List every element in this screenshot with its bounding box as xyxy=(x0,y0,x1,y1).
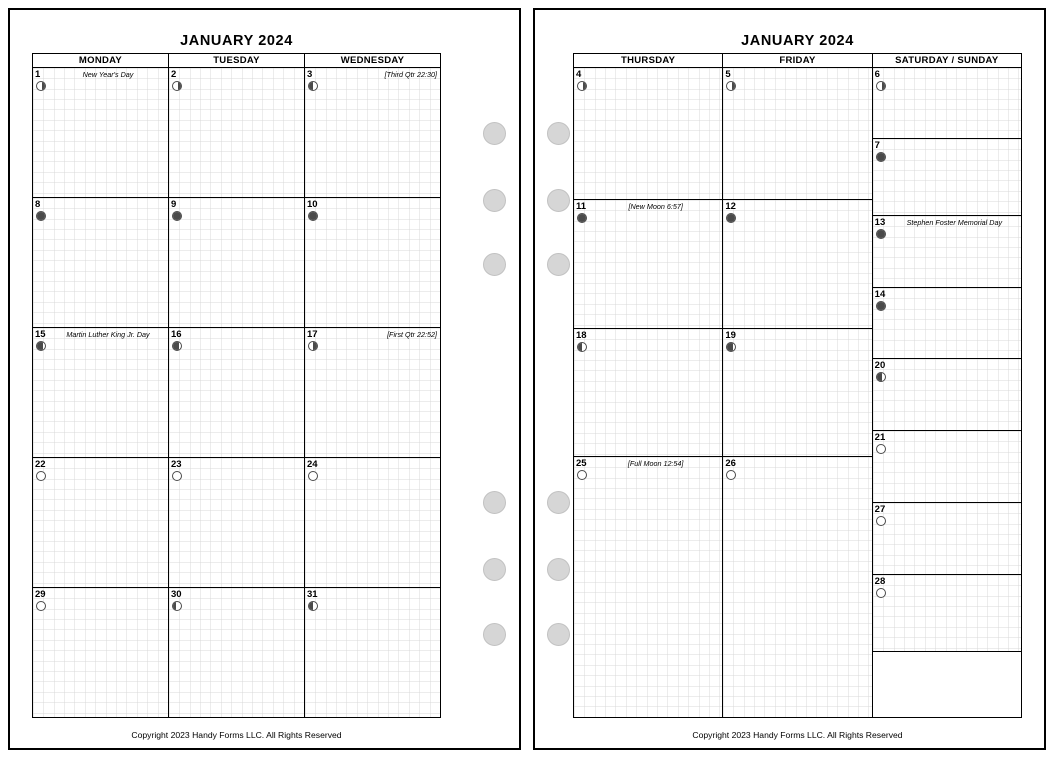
moon-phase-icon xyxy=(876,588,886,598)
column-saturday-sunday xyxy=(873,68,1021,717)
day-number: 10 xyxy=(307,199,318,210)
moon-phase-icon xyxy=(876,301,886,311)
day-header-monday: MONDAY xyxy=(33,54,169,67)
day-cell[interactable] xyxy=(873,503,1021,575)
day-note: [Full Moon 12:54] xyxy=(627,459,684,469)
moon-phase-icon xyxy=(577,213,587,223)
binder-hole xyxy=(483,491,506,514)
day-cell[interactable] xyxy=(723,200,871,328)
moon-phase-icon xyxy=(172,471,182,481)
binder-hole xyxy=(547,253,570,276)
moon-phase-icon xyxy=(308,81,318,91)
day-number: 25 xyxy=(576,458,587,470)
day-number: 14 xyxy=(874,288,886,300)
right-day-columns xyxy=(574,68,1021,717)
binder-hole xyxy=(483,122,506,145)
moon-phase-icon xyxy=(172,211,182,221)
day-cell[interactable] xyxy=(305,68,440,198)
day-number: 6 xyxy=(874,69,880,80)
day-number: 17 xyxy=(307,329,318,340)
day-number: 11 xyxy=(576,201,587,213)
day-number: 1 xyxy=(35,69,41,80)
day-cell[interactable] xyxy=(873,139,1021,216)
right-week-grid xyxy=(573,53,1022,718)
day-cell[interactable] xyxy=(305,198,440,328)
binder-hole xyxy=(547,491,570,514)
day-header-saturday-sunday: SATURDAY / SUNDAY xyxy=(895,55,999,66)
moon-phase-icon xyxy=(36,81,46,91)
day-number: 12 xyxy=(725,201,736,213)
right-copyright: Copyright 2023 Handy Forms LLC. All Rights Reserved xyxy=(692,730,903,740)
left-week-grid xyxy=(32,53,441,718)
day-cell[interactable] xyxy=(873,575,1021,652)
day-number: 24 xyxy=(307,459,318,470)
moon-phase-icon xyxy=(308,341,318,351)
day-header-tuesday: TUESDAY xyxy=(169,54,305,67)
moon-phase-icon xyxy=(36,601,46,611)
binder-hole xyxy=(483,253,506,276)
column-friday xyxy=(723,68,872,717)
day-cell[interactable] xyxy=(33,458,168,588)
day-number: 7 xyxy=(874,139,880,151)
column-thursday xyxy=(574,68,723,717)
day-cell[interactable] xyxy=(873,288,1021,360)
left-page-content xyxy=(32,32,441,718)
day-number: 22 xyxy=(35,459,46,470)
left-day-columns xyxy=(33,68,440,717)
binder-hole xyxy=(547,558,570,581)
day-number: 4 xyxy=(576,69,582,80)
day-cell[interactable] xyxy=(574,200,722,328)
day-header-friday: FRIDAY xyxy=(723,54,872,67)
day-number: 9 xyxy=(171,199,177,210)
day-note: New Year's Day xyxy=(82,70,134,79)
moon-phase-icon xyxy=(172,81,182,91)
day-cell-blank[interactable] xyxy=(873,652,1021,717)
day-cell[interactable] xyxy=(574,68,722,200)
day-cell[interactable] xyxy=(305,328,440,458)
column-tuesday xyxy=(169,68,305,717)
moon-phase-icon xyxy=(577,342,587,352)
right-page-title: JANUARY 2024 xyxy=(741,33,854,49)
day-cell[interactable] xyxy=(33,328,168,458)
day-cell[interactable] xyxy=(169,588,304,717)
moon-phase-icon xyxy=(876,372,886,382)
left-page-sheet xyxy=(8,8,521,750)
day-header-thursday: THURSDAY xyxy=(574,54,723,67)
moon-phase-icon xyxy=(172,341,182,351)
day-cell[interactable] xyxy=(574,329,722,457)
day-note: Stephen Foster Memorial Day xyxy=(906,217,1003,227)
column-wednesday xyxy=(305,68,440,717)
day-cell[interactable] xyxy=(305,458,440,588)
day-note: [First Qtr 22:52] xyxy=(387,330,437,339)
moon-phase-icon xyxy=(36,341,46,351)
moon-phase-icon xyxy=(876,152,886,162)
day-cell[interactable] xyxy=(33,68,168,198)
moon-phase-icon xyxy=(577,470,587,480)
day-cell[interactable] xyxy=(305,588,440,717)
day-number: 16 xyxy=(171,329,182,340)
binder-hole xyxy=(547,623,570,646)
day-cell[interactable] xyxy=(723,457,871,717)
day-number: 31 xyxy=(307,589,318,600)
day-cell[interactable] xyxy=(723,329,871,457)
right-day-header-row xyxy=(574,54,1021,68)
day-number: 26 xyxy=(725,458,736,470)
day-cell[interactable] xyxy=(873,68,1021,139)
binder-hole xyxy=(483,558,506,581)
day-number: 5 xyxy=(725,69,731,80)
day-number: 28 xyxy=(874,575,886,587)
moon-phase-icon xyxy=(36,471,46,481)
day-cell[interactable] xyxy=(873,431,1021,503)
day-number: 23 xyxy=(171,459,182,470)
moon-phase-icon xyxy=(577,81,587,91)
moon-phase-icon xyxy=(36,211,46,221)
day-note: [Third Qtr 22:30] xyxy=(384,70,437,79)
day-number: 15 xyxy=(35,329,46,340)
day-number: 2 xyxy=(171,69,177,80)
day-number: 20 xyxy=(874,360,886,372)
day-cell[interactable] xyxy=(169,328,304,458)
day-number: 19 xyxy=(725,329,736,341)
moon-phase-icon xyxy=(726,81,736,91)
day-cell[interactable] xyxy=(33,588,168,717)
day-cell[interactable] xyxy=(169,458,304,588)
moon-phase-icon xyxy=(172,601,182,611)
day-number: 30 xyxy=(171,589,182,600)
column-monday xyxy=(33,68,169,717)
moon-phase-icon xyxy=(308,601,318,611)
day-cell[interactable] xyxy=(169,68,304,198)
binder-hole xyxy=(483,189,506,212)
day-note: Martin Luther King Jr. Day xyxy=(66,330,150,339)
day-number: 29 xyxy=(35,589,46,600)
day-cell[interactable] xyxy=(33,198,168,328)
moon-phase-icon xyxy=(726,342,736,352)
day-number: 13 xyxy=(874,216,886,228)
day-cell[interactable] xyxy=(723,68,871,200)
moon-phase-icon xyxy=(308,211,318,221)
moon-phase-icon xyxy=(876,229,886,239)
day-number: 8 xyxy=(35,199,41,210)
day-number: 3 xyxy=(307,69,313,80)
day-number: 18 xyxy=(576,329,587,341)
left-day-header-row xyxy=(33,54,440,68)
day-note: [New Moon 6:57] xyxy=(628,202,683,212)
day-header-wednesday: WEDNESDAY xyxy=(340,55,405,66)
right-page-sheet xyxy=(533,8,1046,750)
moon-phase-icon xyxy=(308,471,318,481)
left-copyright: Copyright 2023 Handy Forms LLC. All Rights Reserved xyxy=(131,730,342,740)
moon-phase-icon xyxy=(876,444,886,454)
moon-phase-icon xyxy=(726,470,736,480)
day-cell[interactable] xyxy=(574,457,722,717)
day-number: 27 xyxy=(874,503,886,515)
moon-phase-icon xyxy=(726,213,736,223)
left-page-title: JANUARY 2024 xyxy=(180,33,293,49)
binder-hole xyxy=(547,189,570,212)
binder-hole xyxy=(547,122,570,145)
day-number: 21 xyxy=(874,432,886,444)
day-cell[interactable] xyxy=(169,198,304,328)
day-cell[interactable] xyxy=(873,359,1021,431)
day-cell[interactable] xyxy=(873,216,1021,288)
binder-hole xyxy=(483,623,506,646)
moon-phase-icon xyxy=(876,516,886,526)
moon-phase-icon xyxy=(876,81,886,91)
right-page-content xyxy=(573,32,1022,718)
